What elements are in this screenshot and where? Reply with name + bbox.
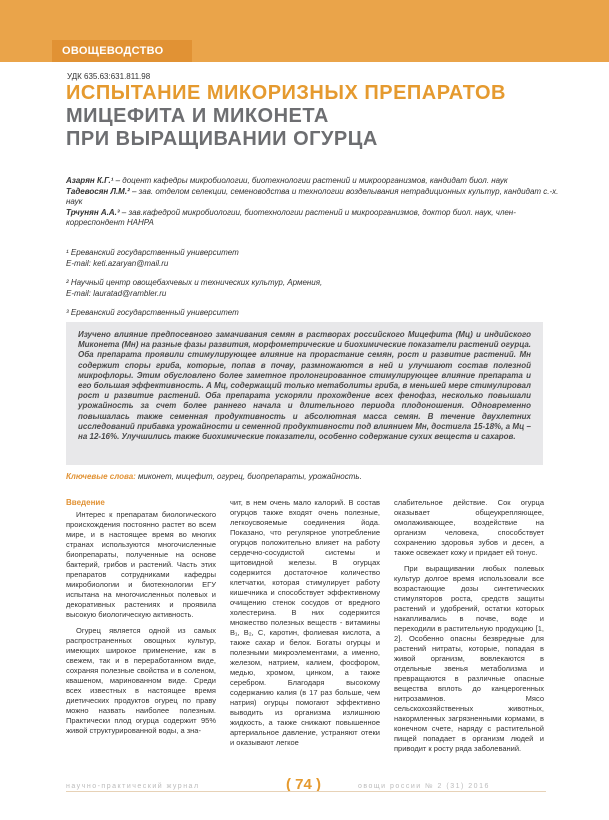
journal-issue-right: овощи россии № 2 (31) 2016 <box>358 783 490 790</box>
keywords-label: Ключевые слова: <box>66 472 136 481</box>
affiliation-1 <box>66 248 566 269</box>
page-footer <box>66 776 546 796</box>
paragraph: Интерес к препаратам биологического происхождения постоянно растет во всем мире, и в настоящее время во многих странах используются многочисленные биопрепараты, полученные на основе бактерий, грибов и растений. Часть этих препаратов сотрудниками кафедры микробиологии и биотехнологии ЕГУ испытана на многочисленных полевых и декоративных растениях и проявила высокую биологическую активность. <box>66 510 216 619</box>
author-name: Тадевосян Л.М.² <box>66 186 130 196</box>
journal-name-left: научно-практический журнал <box>66 783 200 790</box>
affiliation-2 <box>66 278 566 299</box>
paragraph: При выращивании любых полевых культур долгое время использовали все возрастающие дозы синтетических стимуляторов роста, средств защиты растений и удобрений, остатки которых накапливались в почве, воде и переходили в растительную продукцию [1, 2]. Особенно опасны безвредные для растений нитраты, которые, попадая в живой организм, вовлекаются в отдельные звенья метаболизма и превращаются в различные опасные вещества вплоть до канцерогенных нитрозаминов. Мясо сельскохозяйственных животных, накормленных загрязненными кормами, в конечном счете, наряду с растительной пищей попадает в организм людей и приводит к росту ряда заболеваний. <box>394 564 544 753</box>
body-column-3 <box>394 498 544 760</box>
paragraph: слабительное действие. Сок огурца оказывает общеукрепляющее, омолаживающее, воздействие на организм человека, способствует сохранению здоровья зубов и десен, а также освежает кожу и придает ей тонус. <box>394 498 544 557</box>
article-title <box>66 82 586 151</box>
affiliation-org: ¹ Ереванский государственный университет <box>66 248 239 257</box>
author-desc: – доцент кафедры микробиологии, биотехнологии растений и микроорганизмов, кандидат биол. наук <box>113 176 508 185</box>
udc-code: УДК 635.63:631.811.98 <box>67 72 151 81</box>
affiliation-org: ³ Ереванский государственный университет <box>66 308 239 317</box>
title-line-1: ИСПЫТАНИЕ МИКОРИЗНЫХ ПРЕПАРАТОВ <box>66 82 506 104</box>
affiliation-email: E-mail: keti.azaryan@mail.ru <box>66 258 169 268</box>
title-line-3: ПРИ ВЫРАЩИВАНИИ ОГУРЦА <box>66 128 378 150</box>
author-name: Азарян К.Г.¹ <box>66 176 114 185</box>
author-desc: – зав. отделом селекции, семеноводства и технологии возделывания нетрадиционных культур, кандидат с.-х. наук <box>66 186 559 206</box>
keywords-line <box>66 472 566 481</box>
author-name: Трчунян А.А.³ <box>66 207 120 217</box>
body-column-2 <box>230 498 380 754</box>
author-item <box>66 176 566 187</box>
abstract-box: Изучено влияние предпосевного замачивания семян в растворах российского Мицефита (Мц) и индийского Миконета (Мн) на разные фазы развития, морфометрические и биохимические показатели растений огурца. Оба препарата проявили стимулирующее влияние на прорастание семян, рост и развитие растений. Мн содержит споры гриба, которые, попав в почву, размножаются в ней и улучшают состав полезной микрофлоры. Этим обусловлено более заметное пролонгированное стимулирующее влияние препарата и его большая эффективность. А Мц, содержащий только метаболиты гриба, в меньшей мере стимулировал рост и развитие растений. Оба препарата ускоряли прохождение всех фенофаз, несколько повышали урожайность за счет более раннего начала и длительного периода плодоношения. Одновременно повышалась также семенная продуктивность и абсолютная масса семян. В течение двухлетних исследований прибавка урожайности и семенной продуктивности под влиянием Мн, достигла 15-18%, а Мц – на 12-16%. Улучшились также биохимические показатели, особенно содержание сухих веществ и сахаров. <box>66 322 543 465</box>
author-item <box>66 187 566 208</box>
keywords-text: миконет, мицефит, огурец, биопрепараты, урожайность. <box>135 472 362 481</box>
footer-divider <box>66 791 546 792</box>
intro-heading: Введение <box>66 498 105 507</box>
affiliation-email: E-mail: lauratad@rambler.ru <box>66 288 167 298</box>
title-line-2: МИЦЕФИТА И МИКОНЕТА <box>66 105 329 127</box>
affiliation-3 <box>66 308 566 319</box>
page-number: ( 74 ) <box>286 776 322 793</box>
author-desc: – зав.кафедрой микробиологии, биотехнологии растений и микроорганизмов, доктор биол. наук, член-корреспондент НАНРА <box>66 207 516 227</box>
paragraph: Огурец является одной из самых распространенных овощных культур, имеющих широкое применение, как в свежем, так и в переработанном виде, сохраняя полезные свойства и в соленом, квашеном, маринованном виде. Среди всех известных в настоящее время диетических продуктов огурец по праву можно назвать наиболее полезным. Практически плод огурца содержит 95% живой структурированной воды, а зна- <box>66 626 216 735</box>
paragraph: чит, в нем очень мало калорий. В состав огурцов также входят очень полезные, легкоусвояемые соединения йода. Показано, что регулярное употребление огурцов положительно влияет на работу сердечно-сосудистой системы и щитовидной железы. В огурцах содержится достаточное количество клетчатки, которая стимулирует работу кишечника и способствует эффективному очищению стенок сосудов от вредного холестерина. В них содержится множество полезных веществ - витамины B₁, B₂, С, каротин, фолиевая кислота, а также сахар и белок. Богаты огурцы и полезными микроэлементами, а именно, железом, натрием, калием, фосфором, медью, хромом, цинком, а также серебром. Благодаря высокому содержанию калия (в 17 раз больше, чем натрия) огурцы помогают эффективно выводить из организма излишнюю жидкость, а также снижают повышенное артериальное давление, устраняют отеки и оказывают легкое <box>230 498 380 747</box>
body-column-1 <box>66 498 216 742</box>
author-item <box>66 208 566 229</box>
authors-block <box>66 176 566 229</box>
affiliation-org: ² Научный центр овощебахчевых и технических культур, Армения, <box>66 278 323 287</box>
section-label: ОВОЩЕВОДСТВО <box>52 40 192 62</box>
